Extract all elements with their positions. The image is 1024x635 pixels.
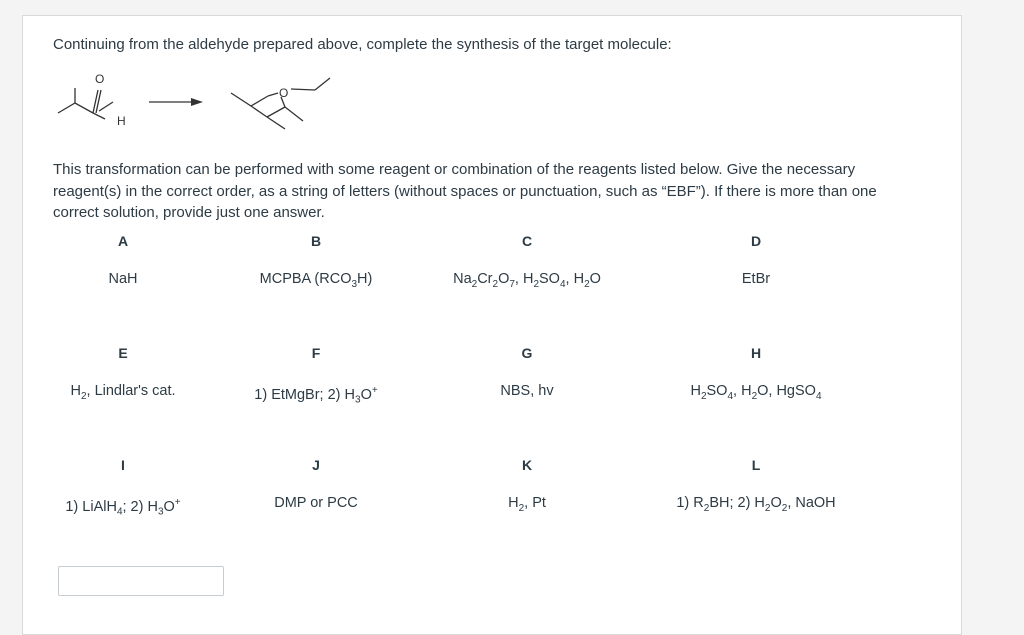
reagent-letter: G xyxy=(521,345,533,361)
reagent-name: 1) LiAlH$_4$; 2) $H_3O^+$ xyxy=(65,497,181,518)
answer-input[interactable] xyxy=(58,566,224,596)
reagent-option-k xyxy=(397,455,657,513)
reagent-name: EtBr xyxy=(741,271,771,287)
reagent-letter: K xyxy=(521,457,533,473)
reagent-option-l xyxy=(626,455,886,513)
reagent-letter: J xyxy=(312,457,320,473)
reagent-letter: I xyxy=(121,457,125,473)
reagent-option-g xyxy=(397,343,657,401)
reagent-letter: A xyxy=(117,233,129,249)
reagent-letter: C xyxy=(521,233,533,249)
reagent-option-d xyxy=(626,231,886,289)
reagent-letter: B xyxy=(310,233,322,249)
reagent-name: 1) $R_2BH$; 2) $H_2O_2$, NaOH xyxy=(676,495,836,514)
question-card xyxy=(22,15,962,635)
reagent-name: NaH xyxy=(108,271,138,287)
reagent-name: NBS, hv xyxy=(500,383,554,399)
reagent-name: $Na_2Cr_2O_7$, $H_2SO_4$, $H_2O$ xyxy=(453,271,601,290)
aldehyde-hydrogen-label: H xyxy=(117,114,126,128)
reagent-option-c xyxy=(397,231,657,289)
reagent-name: $H_2SO_4$, $H_2O$, HgSO$_4$ xyxy=(690,383,822,402)
carbonyl-oxygen-label: O xyxy=(95,72,105,86)
reagent-letter: F xyxy=(311,345,321,361)
reagent-name: $H_2$, Pt xyxy=(508,495,546,514)
reagent-name: DMP or PCC xyxy=(274,495,358,511)
question-prompt: Continuing from the aldehyde prepared above, complete the synthesis of the target molecule: xyxy=(53,36,672,53)
instructions-text: This transformation can be performed with some reagent or combination of the reagents listed below. Give the necessary reagent(s) in the correct order, as a string of letters (without spaces or punctuation, such as “EBF”). If there is more than one correct solution, provide just one answer. xyxy=(53,161,877,221)
reagent-letter: D xyxy=(750,233,762,249)
reagent-letter: H xyxy=(750,345,762,361)
reagent-option-h xyxy=(626,343,886,401)
reagent-name: 1) EtMgBr; 2) $H_3O^+$ xyxy=(254,385,378,406)
reagent-letter: L xyxy=(751,457,761,473)
reagent-table xyxy=(23,16,963,536)
reagent-name: $H_2$, Lindlar's cat. xyxy=(70,383,176,402)
ether-oxygen-label: O xyxy=(279,86,289,100)
reagent-name: MCPBA $(RCO_3H)$ xyxy=(259,271,373,290)
reagent-letter: E xyxy=(118,345,128,361)
